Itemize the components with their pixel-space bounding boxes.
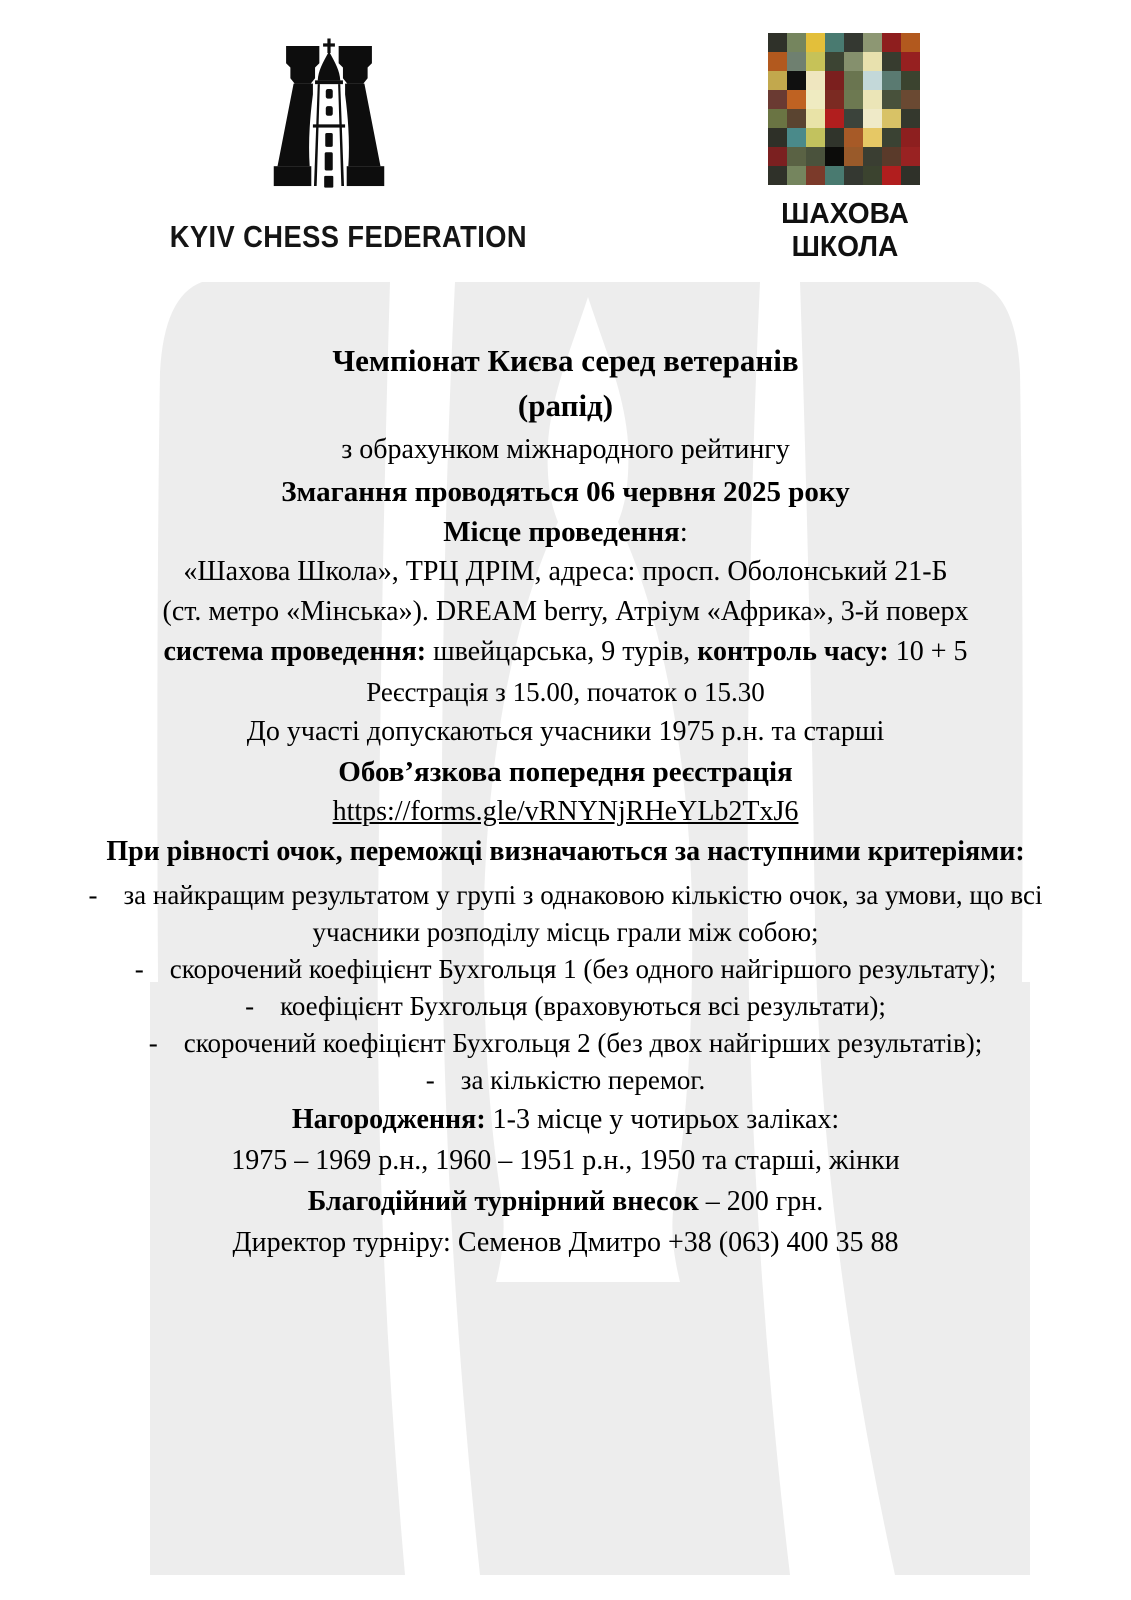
awards-value: 1-3 місце у чотирьох заліках: — [485, 1104, 840, 1135]
entry-fee-line — [0, 1181, 1131, 1222]
awards-categories-line: 1975 – 1969 р.н., 1960 – 1951 р.н., 1950 та старші, жінки — [231, 1145, 900, 1176]
criteria-item-dash: - — [425, 1065, 435, 1095]
registration-time-line: Реєстрація з 15.00, початок о 15.30 — [366, 677, 765, 707]
registration-link-line — [0, 792, 1131, 832]
criteria-item-dash: - — [88, 880, 98, 910]
awards-line — [0, 1099, 1131, 1140]
criteria-item: - скорочений коефіцієнт Бухгольця 1 (без одного найгіршого результату); — [134, 954, 997, 984]
criteria-item-dash: - — [148, 1028, 158, 1058]
tiebreak-criteria-list — [59, 877, 1073, 1099]
venue-heading-label: Місце проведення — [443, 516, 680, 548]
tournament-date-line: Змагання проводяться 06 червня 2025 року — [281, 476, 850, 508]
tiebreak-heading: При рівності очок, переможці визначаються за наступними критеріями: — [106, 836, 1025, 867]
tournament-format: (рапід) — [517, 388, 614, 423]
awards-label: Нагородження: — [291, 1104, 486, 1135]
criteria-item: - скорочений коефіцієнт Бухгольця 2 (без двох найгірших результатів); — [148, 1028, 983, 1058]
criteria-item: - за найкращим результатом у групі з однаковою кількістю очок, за умови, що всі учасники розподілу місць грали між собою; — [88, 880, 1043, 947]
mandatory-registration-heading: Обов’язкова попередня реєстрація — [338, 756, 793, 788]
system-value: швейцарська, 9 турів, — [426, 636, 698, 667]
criteria-item: - за кількістю перемог. — [425, 1065, 706, 1095]
system-label: система проведення: — [163, 636, 427, 667]
entry-fee-label: Благодійний турнірний внесок — [307, 1186, 699, 1217]
time-control-value: 10 + 5 — [888, 636, 968, 667]
director-contact-line: Директор турніру: Семенов Дмитро +38 (063) 400 35 88 — [232, 1227, 899, 1258]
criteria-item: - коефіцієнт Бухгольця (враховуються всі результати); — [245, 991, 886, 1021]
criteria-item-dash: - — [245, 991, 255, 1021]
rating-subtitle: з обрахунком міжнародного рейтингу — [341, 434, 790, 465]
time-control-label: контроль часу: — [697, 636, 889, 667]
criteria-item-dash: - — [134, 954, 144, 984]
tournament-title: Чемпіонат Києва серед ветеранів — [332, 343, 799, 378]
federation-logo-text: KYIV CHESS FEDERATION — [169, 219, 528, 254]
school-logo-line1: ШАХОВА — [781, 198, 909, 230]
venue-address-line1: «Шахова Школа», ТРЦ ДРІМ, адреса: просп. Оболонський 21-Б — [183, 556, 948, 587]
school-logo-line2: ШКОЛА — [791, 231, 899, 263]
registration-form-link[interactable]: https://forms.gle/vRNYNjRHeYLb2TxJ6 — [332, 796, 799, 827]
venue-heading-colon: : — [679, 516, 688, 548]
entry-fee-value: – 200 грн. — [698, 1186, 824, 1217]
system-and-time-control-line — [0, 632, 1131, 672]
eligibility-line: До участі допускаються учасники 1975 р.н. та старші — [246, 716, 885, 747]
venue-heading — [0, 512, 1131, 552]
venue-address-line2: (ст. метро «Мінська»). DREAM berry, Атріум «Африка», 3-й поверх — [162, 596, 969, 627]
